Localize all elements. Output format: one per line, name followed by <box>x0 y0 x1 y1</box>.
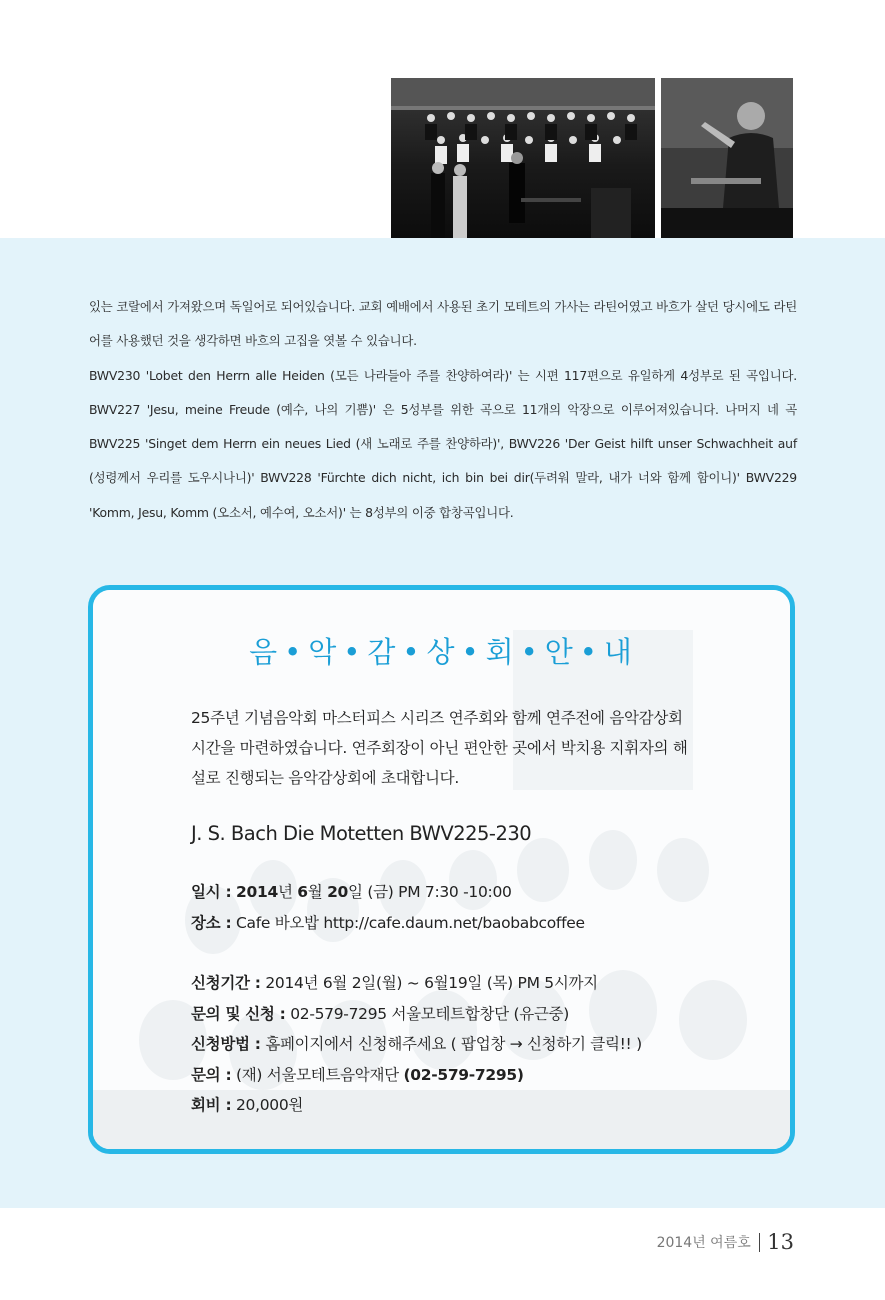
place-label: 장소 : <box>191 913 232 932</box>
notice-content <box>191 703 731 1121</box>
notice-title <box>93 630 790 671</box>
title-separator: • <box>402 635 422 669</box>
title-char: 악 <box>308 635 339 669</box>
date-day: 20 <box>327 883 349 901</box>
fee-value: 20,000원 <box>231 1096 304 1114</box>
page-footer <box>657 1230 794 1254</box>
place-value: Cafe 바오밥 http://cafe.daum.net/baobabcoffee <box>231 913 585 932</box>
date-text: 월 <box>307 883 328 901</box>
title-separator: • <box>284 635 304 669</box>
date-year: 2014 <box>235 883 278 901</box>
inquiry-apply-line <box>191 999 731 1030</box>
intro-line: 설로 진행되는 음악감상회에 초대합니다. <box>191 769 459 787</box>
choir-concert-photo <box>391 78 655 238</box>
fee-label: 회비 : <box>191 1096 232 1114</box>
article-paragraph: 있는 코랄에서 가져왔으며 독일어로 되어있습니다. 교회 예배에서 사용된 초기 모테트의 가사는 라틴어였고 바흐가 살던 당시에도 라틴어를 사용했던 것을 생각하면 바흐의 고집을 엿볼 수 있습니다. <box>89 299 797 349</box>
title-separator: • <box>461 635 481 669</box>
inquiry-phone: (02-579-7295) <box>403 1065 524 1084</box>
inquiry-apply-value: 02-579-7295 서울모테트합창단 (유근중) <box>285 1004 569 1023</box>
date-label: 일시 : <box>191 883 232 901</box>
intro-line: 시간을 마련하였습니다. 연주회장이 아닌 편안한 곳에서 박치용 지휘자의 해 <box>191 739 688 757</box>
issue-label: 2014년 여름호 <box>656 1235 751 1251</box>
notice-intro <box>191 703 731 793</box>
concert-title: J. S. Bach Die Motetten BWV225-230 <box>191 822 532 845</box>
apply-method-line <box>191 1029 731 1060</box>
page-number: 13 <box>767 1230 794 1254</box>
article-body <box>89 290 797 530</box>
inquiry-label: 문의 : <box>191 1065 232 1084</box>
conductor-photo <box>661 78 793 238</box>
title-char: 상 <box>426 635 457 669</box>
apply-method-label: 신청방법 : <box>191 1035 261 1053</box>
inquiry-line <box>191 1060 731 1091</box>
event-info <box>191 877 731 938</box>
title-char: 감 <box>367 635 398 669</box>
inquiry-apply-label: 문의 및 신청 : <box>191 1004 286 1023</box>
intro-line: 25주년 기념음악회 마스터피스 시리즈 연주회와 함께 연주전에 음악감상회 <box>191 709 683 727</box>
listening-session-notice-box <box>88 585 795 1154</box>
article-paragraph: BWV230 'Lobet den Herrn alle Heiden (모든 나라들아 주를 찬양하여라)' 는 시편 117편으로 유일하게 4성부로 된 곡입니다. BWV227 'Jesu, meine Freude (예수, 나의 기쁨)' 은 5성부를 위한 곡으로 11개의 악장으로 이루어져있습니다. 나머지 네 곡 BWV225 'Singet dem Herrn ein neues Lied (새 노래로 주를 찬양하라)', BWV226 'Der Geist hilft unser Schwachheit auf (성령께서 우리를 도우시나니)' BWV228 'Fürchte dich nicht, ich bin bei dir(두려워 말라, 내가 너와 함께 함이니)' BWV229 'Komm, Jesu, Komm (오소서, 예수여, 오소서)' 는 8성부의 이중 합창곡입니다. <box>89 367 797 520</box>
fee-line <box>191 1090 731 1121</box>
place-line <box>191 908 731 939</box>
date-rest: 일 (금) PM 7:30 -10:00 <box>348 883 512 901</box>
inquiry-value: (재) 서울모테트음악재단 <box>231 1065 404 1084</box>
title-separator: • <box>520 635 540 669</box>
apply-period-line <box>191 968 731 999</box>
apply-period-label: 신청기간 : <box>191 974 261 992</box>
apply-period-value: 2014년 6월 2일(월) ~ 6월19일 (목) PM 5시까지 <box>260 974 598 992</box>
date-line <box>191 877 731 908</box>
date-month: 6 <box>297 883 308 901</box>
apply-method-value: 홈페이지에서 신청해주세요 ( 팝업창 → 신청하기 클릭!! ) <box>260 1035 642 1053</box>
footer-divider <box>759 1233 761 1252</box>
title-separator: • <box>579 635 599 669</box>
title-char: 내 <box>603 635 634 669</box>
title-separator: • <box>343 635 363 669</box>
application-info <box>191 968 731 1121</box>
title-char: 안 <box>544 635 575 669</box>
date-text: 년 <box>277 883 298 901</box>
title-char: 음 <box>249 635 280 669</box>
title-char: 회 <box>485 635 516 669</box>
